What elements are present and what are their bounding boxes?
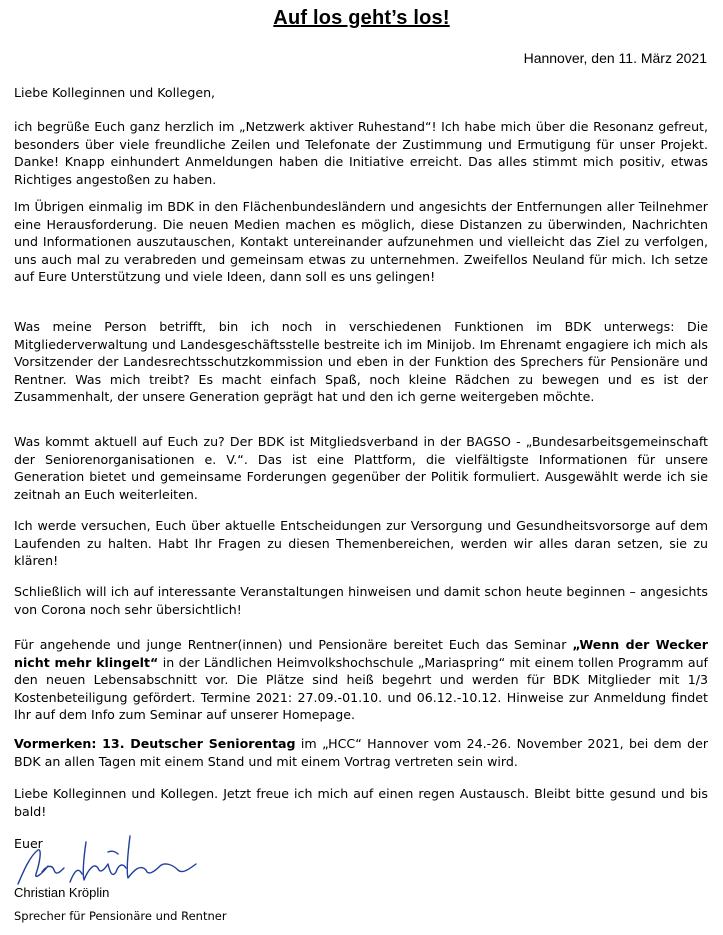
signer-name: Christian Kröplin (14, 885, 110, 900)
seniorentag-highlight: Vormerken: 13. Deutscher Seniorentag (14, 736, 296, 751)
closing: Euer (14, 836, 43, 851)
signer-role: Sprecher für Pensionäre und Rentner (14, 909, 227, 923)
signature-image (12, 822, 202, 892)
letter-title: Auf los geht’s los! (273, 7, 450, 29)
paragraph-challenge: Im Übrigen einmalig im BDK in den Flächenbundesländern und angesichts der Entfernungen aller Teilnehmer eine Herausforderung. Die neuen Medien machen es möglich, diese Distanzen zu überwinden, Nachrichten und Informationen auszutauschen, Kontakt untereinander aufzunehmen und vielleicht das Ziel zu verfolgen, uns auch mal zu verabreden und gemeinsam etwas zu unternehmen. Zweifellos Neuland für mich. Ich setze auf Eure Unterstützung und viele Ideen, dann soll es uns gelingen! (14, 199, 708, 284)
paragraph-seniorentag: Vormerken: 13. Deutscher Seniorentag im „HCC“ Hannover vom 24.-26. November 2021, bei dem der BDK an allen Tagen mit einem Stand und mit einem Vortrag vertreten sein wird. (14, 736, 708, 769)
paragraph-events: Schließlich will ich auf interessante Veranstaltungen hinweisen und damit schon heute beginnen – angesichts von Corona noch sehr übersichtlich! (14, 584, 708, 617)
letter-date: Hannover, den 11. März 2021 (523, 50, 707, 66)
paragraph-welcome: ich begrüße Euch ganz herzlich im „Netzwerk aktiver Ruhestand“! Ich habe mich über die Resonanz gefreut, besonders über viele freundliche Zeilen und Telefonate der Zustimmung und Ermutigung für unser Projekt. Danke! Knapp einhundert Anmeldungen haben die Initiative erreicht. Das alles stimmt mich positiv, etwas Richtiges angestoßen zu haben. (14, 119, 708, 187)
paragraph-person: Was meine Person betrifft, bin ich noch in verschiedenen Funktionen im BDK unterwegs: Die Mitgliederverwaltung und Landesgeschäftsstelle bestreite ich im Minijob. Im Ehrenamt engagiere ich mich als Vorsitzender der Landesrechtsschutzkommission und eben in der Funktion des Sprechers für Pensionäre und Rentner. Was mich treibt? Es macht einfach Spaß, noch kleine Rädchen zu bewegen und es ist der Zusammenhalt, der unsere Generation geprägt hat und den ich gerne weitergeben möchte. (14, 319, 708, 404)
paragraph-seminar: Für angehende und junge Rentner(innen) und Pensionäre bereitet Euch das Seminar „Wenn der Wecker nicht mehr klingelt“ in der Ländlichen Heimvolkshochschule „Mariaspring“ mit einem tollen Programm auf den neuen Lebensabschnitt vor. Die Plätze sind heiß begehrt und werden für BDK Mitglieder mit 1/3 Kostenbeteiligung gefördert. Termine 2021: 27.09.-01.10. und 06.12.-10.12. Hinweise zur Anmeldung findet Ihr auf dem Info zum Seminar auf unserer Homepage. (14, 637, 708, 722)
seminar-title: „Wenn der Wecker nicht mehr klingelt“ (14, 637, 708, 670)
greeting: Liebe Kolleginnen und Kollegen, (14, 85, 216, 100)
paragraph-updates: Ich werde versuchen, Euch über aktuelle Entscheidungen zur Versorgung und Gesundheitsvorsorge auf dem Laufenden zu halten. Habt Ihr Fragen zu diesen Themenbereichen, werden wir alles daran setzen, sie zu klären! (14, 518, 708, 568)
paragraph-bagso: Was kommt aktuell auf Euch zu? Der BDK ist Mitgliedsverband in der BAGSO - „Bundesarbeitsgemeinschaft der Seniorenorganisationen e. V.“. Das ist eine Plattform, die vielfältigste Informationen für unsere Generation bietet und gemeinsame Forderungen gegenüber der Politik formuliert. Ausgewählt werde ich sie zeitnah an Euch weiterleiten. (14, 434, 708, 502)
paragraph-farewell: Liebe Kolleginnen und Kollegen. Jetzt freue ich mich auf einen regen Austausch. Bleibt bitte gesund und bis bald! (14, 786, 708, 819)
